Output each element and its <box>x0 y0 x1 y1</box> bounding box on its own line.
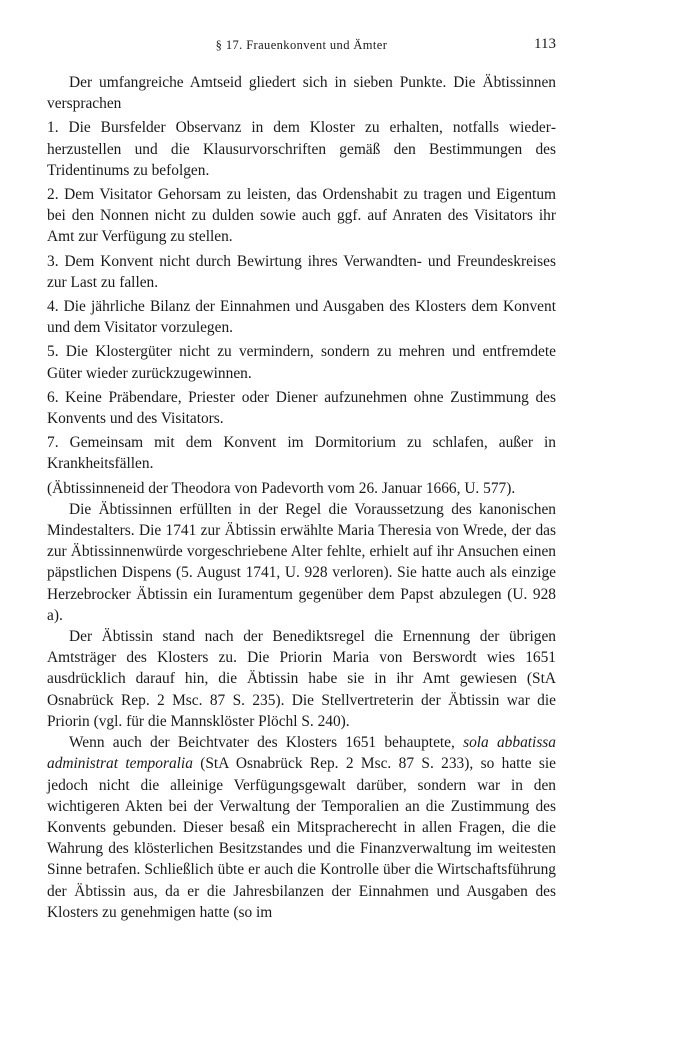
oath-item-3: 3. Dem Konvent nicht durch Bewirtung ihres Verwandten- und Freundeskreises zur Last zu fallen. <box>47 252 556 291</box>
paragraph-minimum-age: Die Äbtissinnen erfüllten in der Regel die Voraussetzung des kanonischen Mindestalters. Die 1741 zur Äbtissin erwählte Maria Theresia von Wrede, der das zur Äbtissinnenwürde vorgeschriebene Alter fehlte, erhielt auf ihr Ansuchen einen päpstlichen Dispens (5. August 1741, U. 928 verloren). Sie hatte auch als einzige Herzebrocker Äbtissin ein Iuramentum gegenüber dem Papst abzulegen (U. 928 a). <box>47 500 556 624</box>
confessor-rest-text: (StA Osnabrück Rep. 2 Msc. 87 S. 233), so hatte sie jedoch nicht die alleinige Verfügungsgewalt darüber, sondern war in den wichtigeren Akten bei der Verwaltung der Temporalien an die Zustimmung des Konvents gebunden. Dieser besaß ein Mitspracherecht in allen Fragen, die die Wahrung des klösterlichen Besitzstandes und die Finanzverwaltung im weitesten Sinne betrafen. Schließlich übte er auch die Kontrolle über die Wirtschaftsführung der Äbtissin aus, da er die Jahresbilanzen der Einnahmen und Ausgaben des Klosters zu genehmigen hatte (so im <box>47 755 556 921</box>
oath-item-7: 7. Gemeinsam mit dem Konvent im Dormitorium zu schlafen, außer in Krankheitsfällen. <box>47 434 556 473</box>
paragraph-confessor <box>47 732 556 923</box>
oath-item-2: 2. Dem Visitator Gehorsam zu leisten, das Ordenshabit zu tragen und Eigentum bei den Nonnen nicht zu dulden sowie auch ggf. auf Anraten des Visitators ihr Amt zur Verfügung zu stellen. <box>47 186 556 246</box>
oath-item-5: 5. Die Klostergüter nicht zu vermindern, sondern zu mehren und entfremdete Güter wieder zurückzugewinnen. <box>47 343 556 382</box>
running-title: § 17. Frauenkonvent und Ämter <box>215 38 388 52</box>
book-page <box>47 36 556 923</box>
oath-citation: (Äbtissinneneid der Theodora von Padevorth vom 26. Januar 1666, U. 577). <box>47 479 516 497</box>
intro-paragraph: Der umfangreiche Amtseid gliedert sich in sieben Punkte. Die Äbtissinnen versprachen <box>47 74 556 113</box>
oath-list <box>47 117 556 474</box>
oath-item-6: 6. Keine Präbendare, Priester oder Diener aufzunehmen ohne Zustimmung des Konvents und des Visitators. <box>47 388 556 428</box>
oath-item-1: 1. Die Bursfelder Observanz in dem Kloster zu erhalten, notfalls wiederherzustellen und die Klausurvorschriften gemäß den Bestimmungen des Tridentinums zu befolgen. <box>47 119 556 179</box>
latin-quotation: sola abbatissa administrat temporalia <box>47 734 556 773</box>
paragraph-appointment: Der Äbtissin stand nach der Benediktsregel die Ernennung der übrigen Amtsträger des Klosters zu. Die Priorin Maria von Berswordt wies 1651 ausdrücklich darauf hin, die Äbtissin habe sie in ihr Amt gewiesen (StA Osnabrück Rep. 2 Msc. 87 S. 235). Die Stellvertreterin der Äbtissin war die Priorin (vgl. für die Mannsklöster Plöchl S. 240). <box>47 628 556 730</box>
oath-item-4: 4. Die jährliche Bilanz der Einnahmen und Ausgaben des Klosters dem Konvent und dem Visitator vorzulegen. <box>47 298 556 337</box>
body-text <box>47 72 556 923</box>
page-number: 113 <box>534 36 556 52</box>
running-head <box>47 36 556 58</box>
confessor-lead-text: Wenn auch der Beichtvater des Klosters 1651 behauptete, <box>69 734 464 752</box>
